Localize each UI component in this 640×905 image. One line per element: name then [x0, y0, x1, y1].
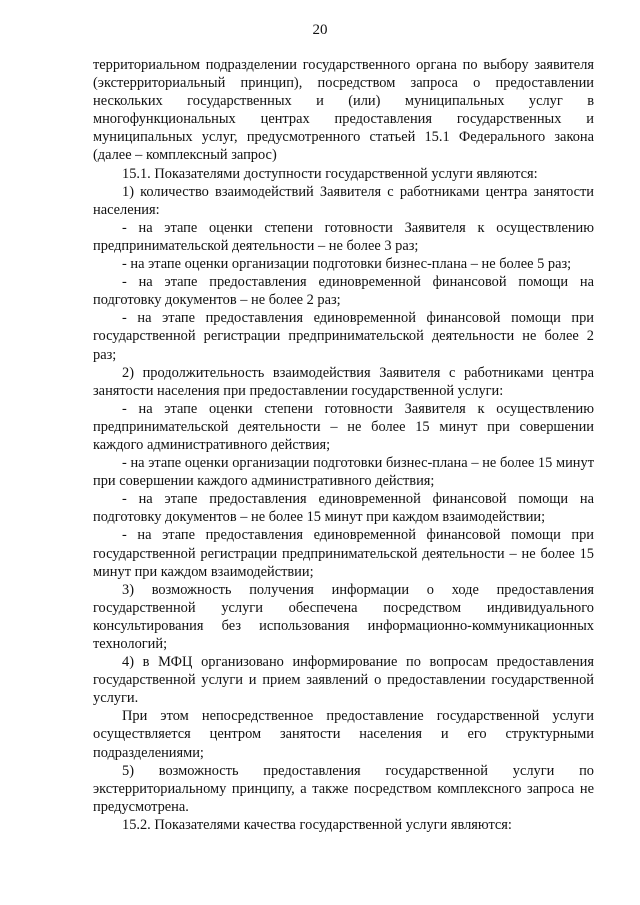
paragraph: - на этапе оценки организации подготовки бизнес-плана – не более 15 минут при совершении каждого административного действия;	[93, 455, 594, 490]
paragraph: - на этапе предоставления единовременной финансовой помощи на подготовку документов – не более 15 минут при каждом взаимодействии;	[93, 491, 594, 526]
paragraph: 15.1. Показателями доступности государственной услуги являются:	[122, 165, 538, 182]
paragraph: территориальном подразделении государственного органа по выбору заявителя (экстерриториальный принцип), посредством запроса о предоставлении нескольких государственных и (или) муниципальных услуг в многофункциональных центрах предоставления государственных и муниципальных услуг, предусмотренного статьей 15.1 Федерального закона (далее – комплексный запрос)	[93, 57, 594, 164]
paragraph: - на этапе оценки степени готовности Заявителя к осуществлению предпринимательской деятельности – не более 3 раз;	[93, 219, 594, 254]
paragraph: - на этапе предоставления единовременной финансовой помощи при государственной регистрации предпринимательской деятельности – не более 15 минут при каждом взаимодействии;	[93, 527, 594, 580]
paragraph: - на этапе оценки организации подготовки бизнес-плана – не более 5 раз;	[122, 256, 572, 273]
paragraph: 4) в МФЦ организовано информирование по вопросам предоставления государственной услуги и прием заявлений о предоставлении государственной услуги.	[93, 654, 594, 707]
paragraph: 2) продолжительность взаимодействия Заявителя с работниками центра занятости населения при предоставлении государственной услуги:	[93, 364, 594, 399]
paragraph: - на этапе предоставления единовременной финансовой помощи при государственной регистрации предпринимательской деятельности не более 2 раз;	[93, 310, 594, 363]
paragraph: 3) возможность получения информации о ходе предоставления государственной услуги обеспечена посредством индивидуального консультирования без использования информационно-коммуникационных технологий;	[93, 581, 594, 652]
paragraph: 15.2. Показателями качества государственной услуги являются:	[122, 816, 512, 833]
paragraph: - на этапе оценки степени готовности Заявителя к осуществлению предпринимательской деятельности – не более 15 минут при совершении каждого административного действия;	[93, 400, 594, 453]
page-number: 20	[312, 22, 328, 38]
paragraph: 5) возможность предоставления государственной услуги по экстерриториальному принципу, а также посредством комплексного запроса не предусмотрена.	[93, 762, 594, 815]
paragraph: 1) количество взаимодействий Заявителя с работниками центра занятости населения:	[93, 183, 594, 218]
document-body	[93, 56, 594, 834]
paragraph: - на этапе предоставления единовременной финансовой помощи на подготовку документов – не более 2 раз;	[93, 274, 594, 309]
paragraph: При этом непосредственное предоставление государственной услуги осуществляется центром занятости населения и его структурными подразделениями;	[93, 708, 594, 761]
